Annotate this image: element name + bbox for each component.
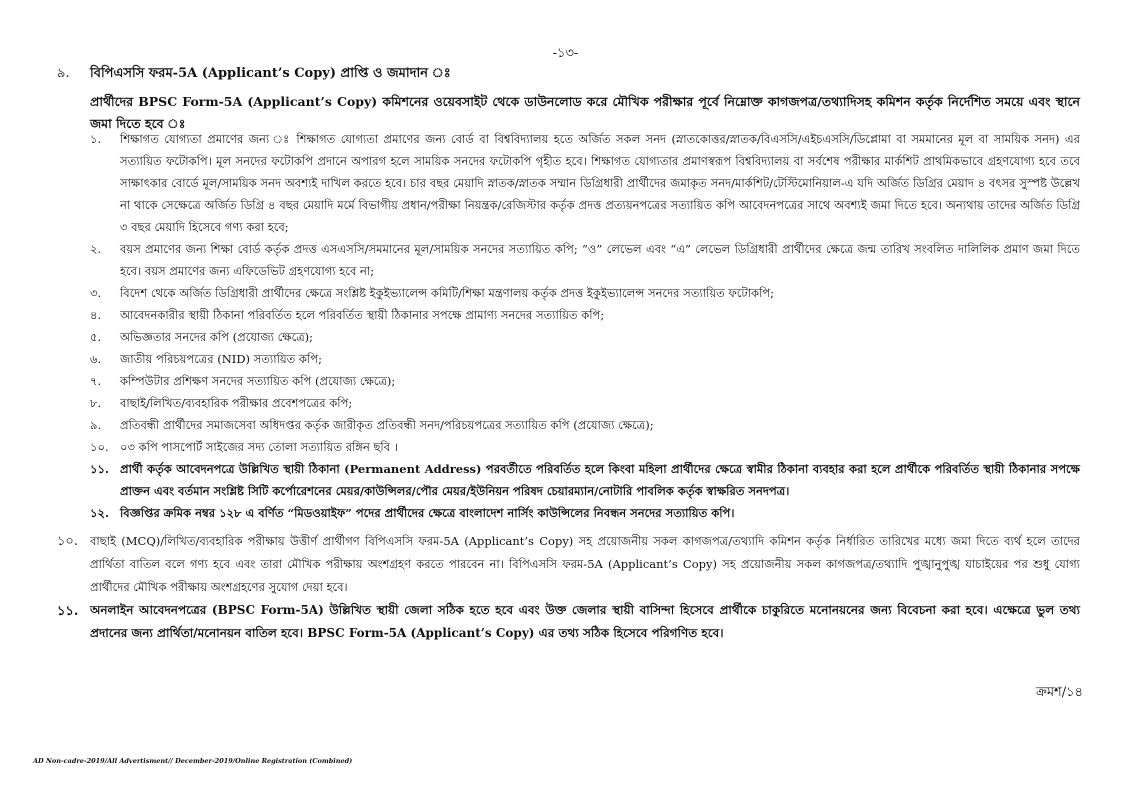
list-item [90, 128, 1080, 238]
list-item [90, 436, 1080, 458]
list-item [90, 370, 1080, 392]
list-item-number: ৪. [90, 308, 102, 322]
list-item-number: ১০. [90, 440, 109, 454]
list-item-number: ১১. [90, 462, 109, 476]
list-item-text: ০৩ কপি পাসপোর্ট সাইজের সদ্য তোলা সত্যায়িত রঙ্গিন ছবি । [120, 440, 398, 454]
section-9-intro: প্রার্থীদের BPSC Form-5A (Applicant’s Copy) কমিশনের ওয়েবসাইট থেকে ডাউনলোড করে মৌখিক পরীক্ষার পূর্বে নিম্নোক্ত কাগজপত্র/তথ্যাদিসহ কমিশন কর্তৃক নির্দেশিত সময়ে এবং স্থানে জমা দিতে হবে ঃ [90, 94, 1080, 131]
list-item-number: ৫. [90, 330, 102, 344]
list-item [90, 238, 1080, 282]
list-item [90, 326, 1080, 348]
list-item-text: আবেদনকারীর স্থায়ী ঠিকানা পরিবর্তিত হলে পরিবর্তিত স্থায়ী ঠিকানার সপক্ষে প্রামাণ্য সনদের সত্যায়িত কপি; [120, 308, 605, 322]
list-item-number: ৮. [90, 396, 102, 410]
section-10-number: ১০. [57, 534, 79, 549]
list-item-text: প্রতিবন্ধী প্রার্থীদের সমাজসেবা অধিদপ্তর কর্তৃক জারীকৃত প্রতিবন্ধী সনদ/পরিচয়পত্রের সত্যায়িত কপি (প্রযোজ্য ক্ষেত্রে); [120, 418, 654, 432]
list-item [90, 458, 1080, 502]
list-item [90, 282, 1080, 304]
document-checklist [90, 128, 1080, 524]
list-item-text: অভিজ্ঞতার সনদের কপি (প্রযোজ্য ক্ষেত্রে); [120, 330, 314, 344]
list-item-number: ৩. [90, 286, 102, 300]
section-9-number: ৯. [57, 66, 70, 81]
list-item-text: কম্পিউটার প্রশিক্ষণ সনদের সত্যায়িত কপি (প্রযোজ্য ক্ষেত্রে); [120, 374, 396, 388]
list-item-text: বিদেশ থেকে অর্জিত ডিগ্রিধারী প্রার্থীদের ক্ষেত্রে সংশ্লিষ্ট ইকুইভ্যালেন্স কমিটি/শিক্ষা মন্ত্রণালয় কর্তৃক প্রদত্ত ইকুইভ্যালেন্স সনদের সত্যায়িত ফটোকপি; [120, 286, 775, 300]
list-item-text: বয়স প্রমাণের জন্য শিক্ষা বোর্ড কর্তৃক প্রদত্ত এসএসসি/সমমানের মূল/সাময়িক সনদের সত্যায়িত কপি; “ও” লেভেল এবং “এ” লেভেল ডিগ্রিধারী প্রার্থীদের ক্ষেত্রে জন্ম তারিখ সংবলিত দালিলিক প্রমাণ জমা দিতে হবে। বয়স প্রমাণের জন্য এফিডেভিট গ্রহণযোগ্য হবে না; [120, 242, 1080, 278]
list-item [90, 392, 1080, 414]
list-item [90, 348, 1080, 370]
footer-reference: AD Non-cadre-2019/All Advertisment// December-2019/Online Registration (Combined) [33, 757, 353, 765]
section-10-text: বাছাই (MCQ)/লিখিত/ব্যবহারিক পরীক্ষায় উত্তীর্ণ প্রার্থীগণ বিপিএসসি ফরম-5A (Applicant’s Copy) সহ প্রয়োজনীয় সকল কাগজপত্র/তথ্যাদি কমিশন কর্তৃক নির্ধারিত তারিখের মধ্যে জমা দিতে ব্যর্থ হলে তাদের প্রার্থিতা বাতিল বলে গণ্য হবে এবং তারা মৌখিক পরীক্ষায় অংশগ্রহণ করতে পারবেন না। বিপিএসসি ফরম-5A (Applicant’s Copy) সহ প্রয়োজনীয় সকল কাগজপত্র/তথ্যাদি পুঙ্খানুপুঙ্খ যাচাইয়ের পর শুধু যোগ্য প্রার্থীদের মৌখিক পরীক্ষায় অংশগ্রহণের সুযোগ দেয়া হবে। [90, 534, 1080, 594]
list-item-text: বিজ্ঞপ্তির ক্রমিক নম্বর ১২৮ এ বর্ণিত “মিডওয়াইফ” পদের প্রার্থীদের ক্ষেত্রে বাংলাদেশ নার্সিং কাউন্সিলের নিবন্ধন সনদের সত্যায়িত কপি। [120, 506, 735, 520]
list-item-number: ১২. [90, 506, 109, 520]
section-11-text: অনলাইন আবেদনপত্রের (BPSC Form-5A) উল্লিখিত স্থায়ী জেলা সঠিক হতে হবে এবং উক্ত জেলার স্থায়ী বাসিন্দা হিসেবে প্রার্থীকে চাকুরিতে মনোনয়নের জন্য বিবেচনা করা হবে। এক্ষেত্রে ভুল তথ্য প্রদানের জন্য প্রার্থিতা/মনোনয়ন বাতিল হবে। BPSC Form-5A (Applicant’s Copy) এর তথ্য সঠিক হিসেবে পরিগণিত হবে। [90, 603, 1080, 640]
list-item-number: ৯. [90, 418, 102, 432]
list-item [90, 502, 1080, 524]
page-number: -১৩- [552, 46, 579, 61]
list-item [90, 304, 1080, 326]
list-item-number: ২. [90, 242, 102, 256]
section-9-title: বিপিএসসি ফরম-5A (Applicant’s Copy) প্রাপ্তি ও জমাদান ঃ [90, 66, 451, 81]
list-item [90, 414, 1080, 436]
list-item-number: ১. [90, 132, 102, 146]
continued-marker: ক্রমশ/১৪ [1035, 685, 1083, 700]
list-item-text: বাছাই/লিখিত/ব্যবহারিক পরীক্ষার প্রবেশপত্রের কপি; [120, 396, 353, 410]
list-item-text: জাতীয় পরিচয়পত্রের (NID) সত্যায়িত কপি; [120, 352, 322, 366]
list-item-text: শিক্ষাগত যোগ্যতা প্রমাণের জন্য ঃ শিক্ষাগত যোগ্যতা প্রমাণের জন্য বোর্ড বা বিশ্ববিদ্যালয় হতে অর্জিত সকল সনদ (স্নাতকোত্তর/স্নাতক/বিএসসি/এইচএসসি/ডিপ্লোমা বা সমমানের মূল বা সাময়িক সনদ) এর সত্যায়িত ফটোকপি। মূল সনদের ফটোকপি প্রদানে অপারগ হলে সাময়িক সনদের ফটোকপি গৃহীত হবে। শিক্ষাগত যোগ্যতার প্রমাণস্বরূপ বিশ্ববিদ্যালয় বা সর্বশেষ পরীক্ষার মার্কশিট প্রাথমিকভাবে গ্রহণযোগ্য হবে তবে সাক্ষাৎকার বোর্ডে মূল/সাময়িক সনদ অবশ্যই দাখিল করতে হবে। চার বছর মেয়াদি স্নাতক/স্নাতক সম্মান ডিগ্রিধারী প্রার্থীদের জমাকৃত সনদ/মার্কশিট/টেস্টিমোনিয়াল-এ যদি অর্জিত ডিগ্রির মেয়াদ ৪ বৎসর সুস্পষ্ট উল্লেখ না থাকে সেক্ষেত্রে অর্জিত ডিগ্রি ৪ বছর মেয়াদি মর্মে বিভাগীয় প্রধান/পরীক্ষা নিয়ন্ত্রক/রেজিস্টার কর্তৃক প্রদত্ত প্রত্যয়নপত্রের সত্যায়িত কপি আবেদনপত্রের সাথে অবশ্যই জমা দিতে হবে। অন্যথায় তাদের অর্জিত ডিগ্রি ৩ বছর মেয়াদি হিসেবে গণ্য করা হবে; [120, 132, 1080, 234]
list-item-number: ৭. [90, 374, 102, 388]
section-11-number: ১১. [57, 604, 79, 619]
list-item-text: প্রার্থী কর্তৃক আবেদনপত্রে উল্লিখিত স্থায়ী ঠিকানা (Permanent Address) পরবর্তীতে পরিবর্তিত হলে কিংবা মহিলা প্রার্থীদের ক্ষেত্রে স্বামীর ঠিকানা ব্যবহার করা হলে প্রার্থীকে পরিবর্তিত স্থায়ী ঠিকানার সপক্ষে প্রাক্তন এবং বর্তমান সংশ্লিষ্ট সিটি কর্পোরেশনের মেয়র/কাউন্সিলর/পৌর মেয়র/ইউনিয়ন পরিষদ চেয়ারম্যান/নোটারি পাবলিক কর্তৃক স্বাক্ষরিত সনদপত্র। [120, 462, 1080, 498]
list-item-number: ৬. [90, 352, 102, 366]
